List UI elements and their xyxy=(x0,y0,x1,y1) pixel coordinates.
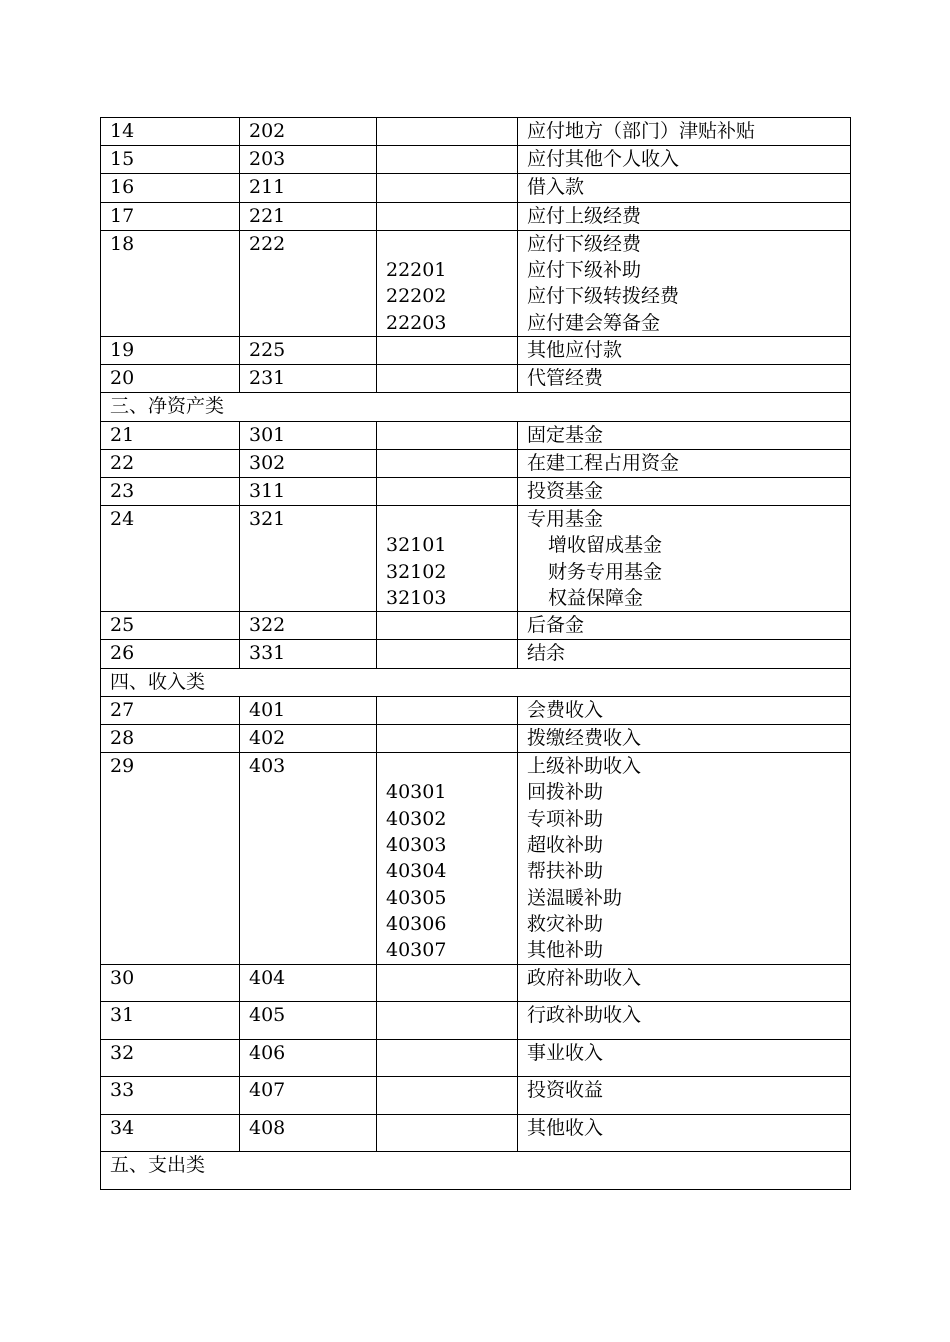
code-cell: 301 xyxy=(240,421,377,449)
table-row xyxy=(101,174,851,202)
code-cell: 225 xyxy=(240,336,377,364)
account-name-cell: 其他应付款 xyxy=(518,336,851,364)
table-row xyxy=(101,640,851,668)
table-row-group xyxy=(101,506,851,612)
sub-account-name: 救灾补助 xyxy=(527,912,604,935)
sub-account-name: 回拨补助 xyxy=(527,781,604,804)
seq-cell: 14 xyxy=(101,118,240,146)
seq-cell: 34 xyxy=(101,1114,240,1152)
section-heading-row xyxy=(101,1152,851,1190)
seq-cell: 22 xyxy=(101,449,240,477)
seq-cell: 30 xyxy=(101,964,240,1002)
code-cell: 321 xyxy=(240,506,377,612)
sub-code-cell xyxy=(377,477,518,505)
code-cell: 322 xyxy=(240,612,377,640)
seq-cell: 18 xyxy=(101,230,240,336)
account-name-cell: 其他收入 xyxy=(518,1114,851,1152)
sub-account-name: 应付建会筹备金 xyxy=(527,311,661,334)
code-cell: 311 xyxy=(240,477,377,505)
table-row-group xyxy=(101,230,851,336)
sub-code: 40302 xyxy=(386,807,447,830)
sub-account-name: 权益保障金 xyxy=(548,586,644,609)
seq-cell: 24 xyxy=(101,506,240,612)
sub-code: 40306 xyxy=(386,912,447,935)
seq-cell: 29 xyxy=(101,753,240,964)
code-cell: 222 xyxy=(240,230,377,336)
account-name: 应付下级经费 xyxy=(527,232,642,255)
seq-cell: 15 xyxy=(101,146,240,174)
account-name-cell: 代管经费 xyxy=(518,365,851,393)
account-code-table xyxy=(100,117,851,1190)
account-name-cell: 拨缴经费收入 xyxy=(518,725,851,753)
sub-code: 22203 xyxy=(386,311,447,334)
account-name-cell: 应付其他个人收入 xyxy=(518,146,851,174)
account-name-cell: 固定基金 xyxy=(518,421,851,449)
sub-account-name: 应付下级转拨经费 xyxy=(527,285,680,308)
sub-code-cell xyxy=(377,449,518,477)
seq-cell: 23 xyxy=(101,477,240,505)
section-heading: 四、收入类 xyxy=(101,668,851,696)
sub-code: 32103 xyxy=(386,586,447,609)
sub-code-cell xyxy=(377,174,518,202)
seq-cell: 20 xyxy=(101,365,240,393)
account-name-cell xyxy=(518,753,851,964)
table-row xyxy=(101,477,851,505)
code-cell: 211 xyxy=(240,174,377,202)
section-heading: 五、支出类 xyxy=(101,1152,851,1190)
table-row xyxy=(101,612,851,640)
account-name: 专用基金 xyxy=(527,508,604,531)
sub-code: 40301 xyxy=(386,781,447,804)
table-row xyxy=(101,365,851,393)
sub-code-cell xyxy=(377,230,518,336)
sub-code-cell xyxy=(377,421,518,449)
code-cell: 408 xyxy=(240,1114,377,1152)
table-row xyxy=(101,1114,851,1152)
account-name-cell: 应付地方（部门）津贴补贴 xyxy=(518,118,851,146)
seq-cell: 17 xyxy=(101,202,240,230)
code-cell: 302 xyxy=(240,449,377,477)
seq-cell: 21 xyxy=(101,421,240,449)
seq-cell: 28 xyxy=(101,725,240,753)
table-row xyxy=(101,449,851,477)
sub-code-cell xyxy=(377,1077,518,1115)
code-cell: 405 xyxy=(240,1002,377,1040)
code-cell: 221 xyxy=(240,202,377,230)
sub-code-cell xyxy=(377,696,518,724)
account-name-cell: 政府补助收入 xyxy=(518,964,851,1002)
sub-account-name: 送温暖补助 xyxy=(527,886,623,909)
sub-code-cell xyxy=(377,1039,518,1077)
sub-code: 22201 xyxy=(386,259,447,282)
sub-code: 40305 xyxy=(386,886,447,909)
sub-code: 40307 xyxy=(386,939,447,962)
section-heading-row xyxy=(101,393,851,421)
sub-code-cell xyxy=(377,146,518,174)
account-name-cell: 结余 xyxy=(518,640,851,668)
sub-code-cell xyxy=(377,1002,518,1040)
sub-code-cell xyxy=(377,365,518,393)
code-cell: 203 xyxy=(240,146,377,174)
code-cell: 401 xyxy=(240,696,377,724)
sub-code-cell xyxy=(377,336,518,364)
account-name-cell: 会费收入 xyxy=(518,696,851,724)
code-cell: 202 xyxy=(240,118,377,146)
sub-code-cell xyxy=(377,753,518,964)
sub-account-name: 帮扶补助 xyxy=(527,860,604,883)
table-row xyxy=(101,1039,851,1077)
table-row xyxy=(101,146,851,174)
sub-code: 22202 xyxy=(386,285,447,308)
section-heading: 三、净资产类 xyxy=(101,393,851,421)
sub-code-cell xyxy=(377,506,518,612)
sub-account-name: 其他补助 xyxy=(527,939,604,962)
code-cell: 406 xyxy=(240,1039,377,1077)
seq-cell: 19 xyxy=(101,336,240,364)
sub-code-cell xyxy=(377,640,518,668)
account-name-cell: 投资基金 xyxy=(518,477,851,505)
code-cell: 403 xyxy=(240,753,377,964)
table-row xyxy=(101,118,851,146)
account-name-cell xyxy=(518,506,851,612)
sub-account-name: 超收补助 xyxy=(527,834,604,857)
seq-cell: 31 xyxy=(101,1002,240,1040)
sub-code-cell xyxy=(377,1114,518,1152)
sub-code-cell xyxy=(377,612,518,640)
account-name-cell: 后备金 xyxy=(518,612,851,640)
table-row-group xyxy=(101,753,851,964)
code-cell: 402 xyxy=(240,725,377,753)
seq-cell: 26 xyxy=(101,640,240,668)
code-cell: 331 xyxy=(240,640,377,668)
sub-code-cell xyxy=(377,725,518,753)
section-heading-row xyxy=(101,668,851,696)
seq-cell: 27 xyxy=(101,696,240,724)
seq-cell: 25 xyxy=(101,612,240,640)
account-name-cell: 事业收入 xyxy=(518,1039,851,1077)
code-cell: 404 xyxy=(240,964,377,1002)
seq-cell: 16 xyxy=(101,174,240,202)
sub-account-name: 应付下级补助 xyxy=(527,259,642,282)
table-row xyxy=(101,202,851,230)
sub-code-cell xyxy=(377,202,518,230)
account-name-cell: 行政补助收入 xyxy=(518,1002,851,1040)
sub-code: 40303 xyxy=(386,834,447,857)
table-row xyxy=(101,1077,851,1115)
sub-code: 32101 xyxy=(386,534,447,557)
code-cell: 407 xyxy=(240,1077,377,1115)
sub-account-name: 财务专用基金 xyxy=(548,560,663,583)
table-row xyxy=(101,696,851,724)
sub-code-cell xyxy=(377,118,518,146)
table-row xyxy=(101,336,851,364)
account-name-cell: 投资收益 xyxy=(518,1077,851,1115)
sub-account-name: 增收留成基金 xyxy=(548,534,663,557)
sub-code-cell xyxy=(377,964,518,1002)
table-row xyxy=(101,964,851,1002)
account-name-cell: 应付上级经费 xyxy=(518,202,851,230)
table-row xyxy=(101,421,851,449)
sub-code: 40304 xyxy=(386,860,447,883)
account-name-cell: 借入款 xyxy=(518,174,851,202)
seq-cell: 33 xyxy=(101,1077,240,1115)
code-cell: 231 xyxy=(240,365,377,393)
table-row xyxy=(101,1002,851,1040)
seq-cell: 32 xyxy=(101,1039,240,1077)
account-name-cell xyxy=(518,230,851,336)
account-name-cell: 在建工程占用资金 xyxy=(518,449,851,477)
account-name: 上级补助收入 xyxy=(527,755,642,778)
sub-account-name: 专项补助 xyxy=(527,807,604,830)
sub-code: 32102 xyxy=(386,560,447,583)
table-row xyxy=(101,725,851,753)
